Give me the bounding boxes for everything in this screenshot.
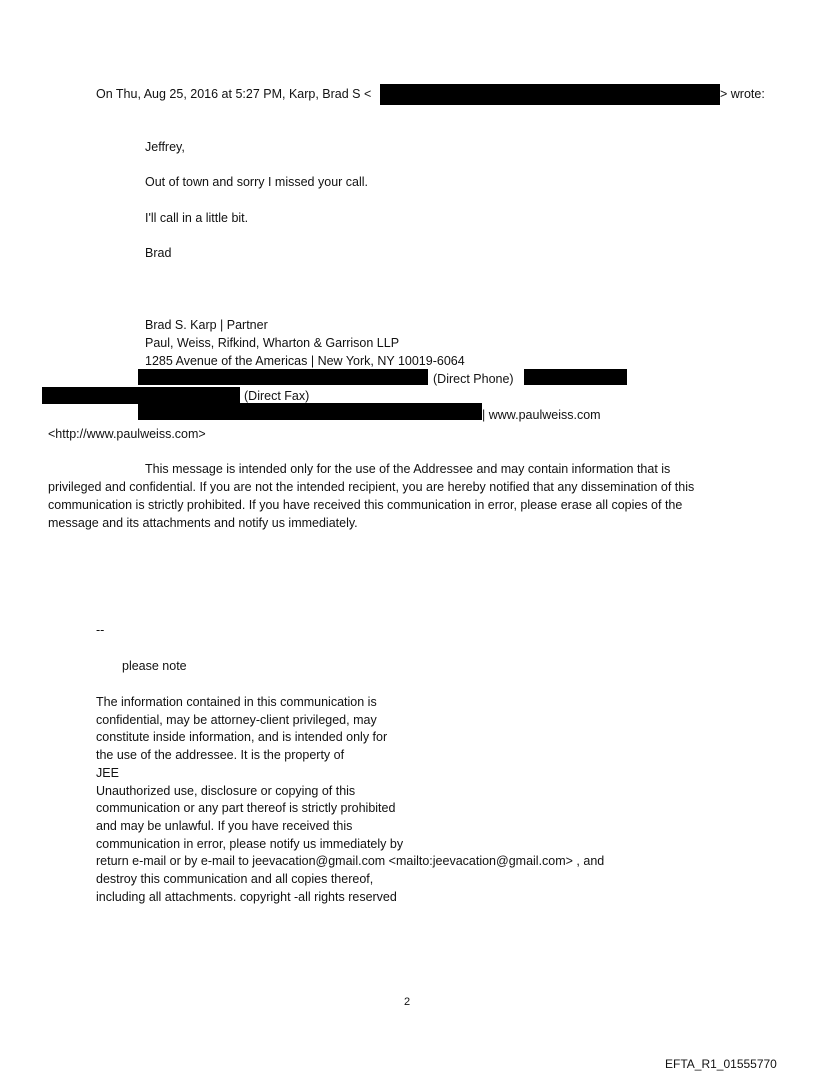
confidentiality-line-4: message and its attachments and notify us immediately. [48, 516, 358, 530]
redaction-email [380, 84, 720, 105]
note-line: Unauthorized use, disclosure or copying of this [96, 783, 356, 798]
note-line: communication or any part thereof is strictly prohibited [96, 801, 396, 816]
redaction-email-2 [138, 403, 482, 420]
confidentiality-line-1: This message is intended only for the use of the Addressee and may contain information that is [145, 462, 671, 476]
note-line: destroy this communication and all copies thereof, [96, 872, 374, 887]
signature-direct-phone: (Direct Phone) [433, 372, 514, 386]
signature-firm: Paul, Weiss, Rifkind, Wharton & Garrison LLP [145, 336, 400, 350]
note-heading: please note [122, 659, 187, 673]
note-line: and may be unlawful. If you have received this [96, 818, 353, 833]
note-line: constitute inside information, and is intended only for [96, 730, 388, 745]
separator: -- [96, 623, 105, 637]
header-suffix: > wrote: [720, 87, 765, 101]
note-line: communication in error, please notify us immediately by [96, 836, 404, 851]
redaction-phone-2 [524, 369, 627, 385]
greeting: Jeffrey, [145, 140, 185, 154]
note-body [96, 694, 604, 906]
page-number: 2 [404, 996, 411, 1008]
document-id: EFTA_R1_01555770 [665, 1057, 777, 1071]
signoff: Brad [145, 246, 172, 260]
note-line: confidential, may be attorney-client privileged, may [96, 712, 377, 727]
confidentiality-line-2: privileged and confidential. If you are not the intended recipient, you are hereby notified that any dissemination of this [48, 480, 695, 494]
redaction-phone [138, 369, 428, 385]
body-line-1: Out of town and sorry I missed your call. [145, 175, 369, 189]
note-line: The information contained in this communication is [96, 695, 377, 709]
note-line: including all attachments. copyright -all rights reserved [96, 889, 397, 904]
body-line-2: I'll call in a little bit. [145, 211, 249, 225]
signature-direct-fax: (Direct Fax) [244, 389, 310, 403]
signature-name-title: Brad S. Karp | Partner [145, 318, 268, 332]
header-prefix: On Thu, Aug 25, 2016 at 5:27 PM, Karp, Brad S < [96, 87, 372, 101]
signature-website: | www.paulweiss.com [482, 408, 601, 422]
note-line: the use of the addressee. It is the property of [96, 748, 345, 763]
signature-website-link[interactable]: <http://www.paulweiss.com> [48, 427, 206, 441]
note-line: JEE [96, 765, 119, 780]
confidentiality-line-3: communication is strictly prohibited. If you have received this communication in error, please erase all copies of the [48, 498, 683, 512]
redaction-fax [42, 387, 240, 404]
signature-address: 1285 Avenue of the Americas | New York, NY 10019-6064 [145, 354, 465, 368]
note-line-email[interactable]: return e-mail or by e-mail to jeevacation@gmail.com <mailto:jeevacation@gmail.com> , and [96, 854, 605, 869]
